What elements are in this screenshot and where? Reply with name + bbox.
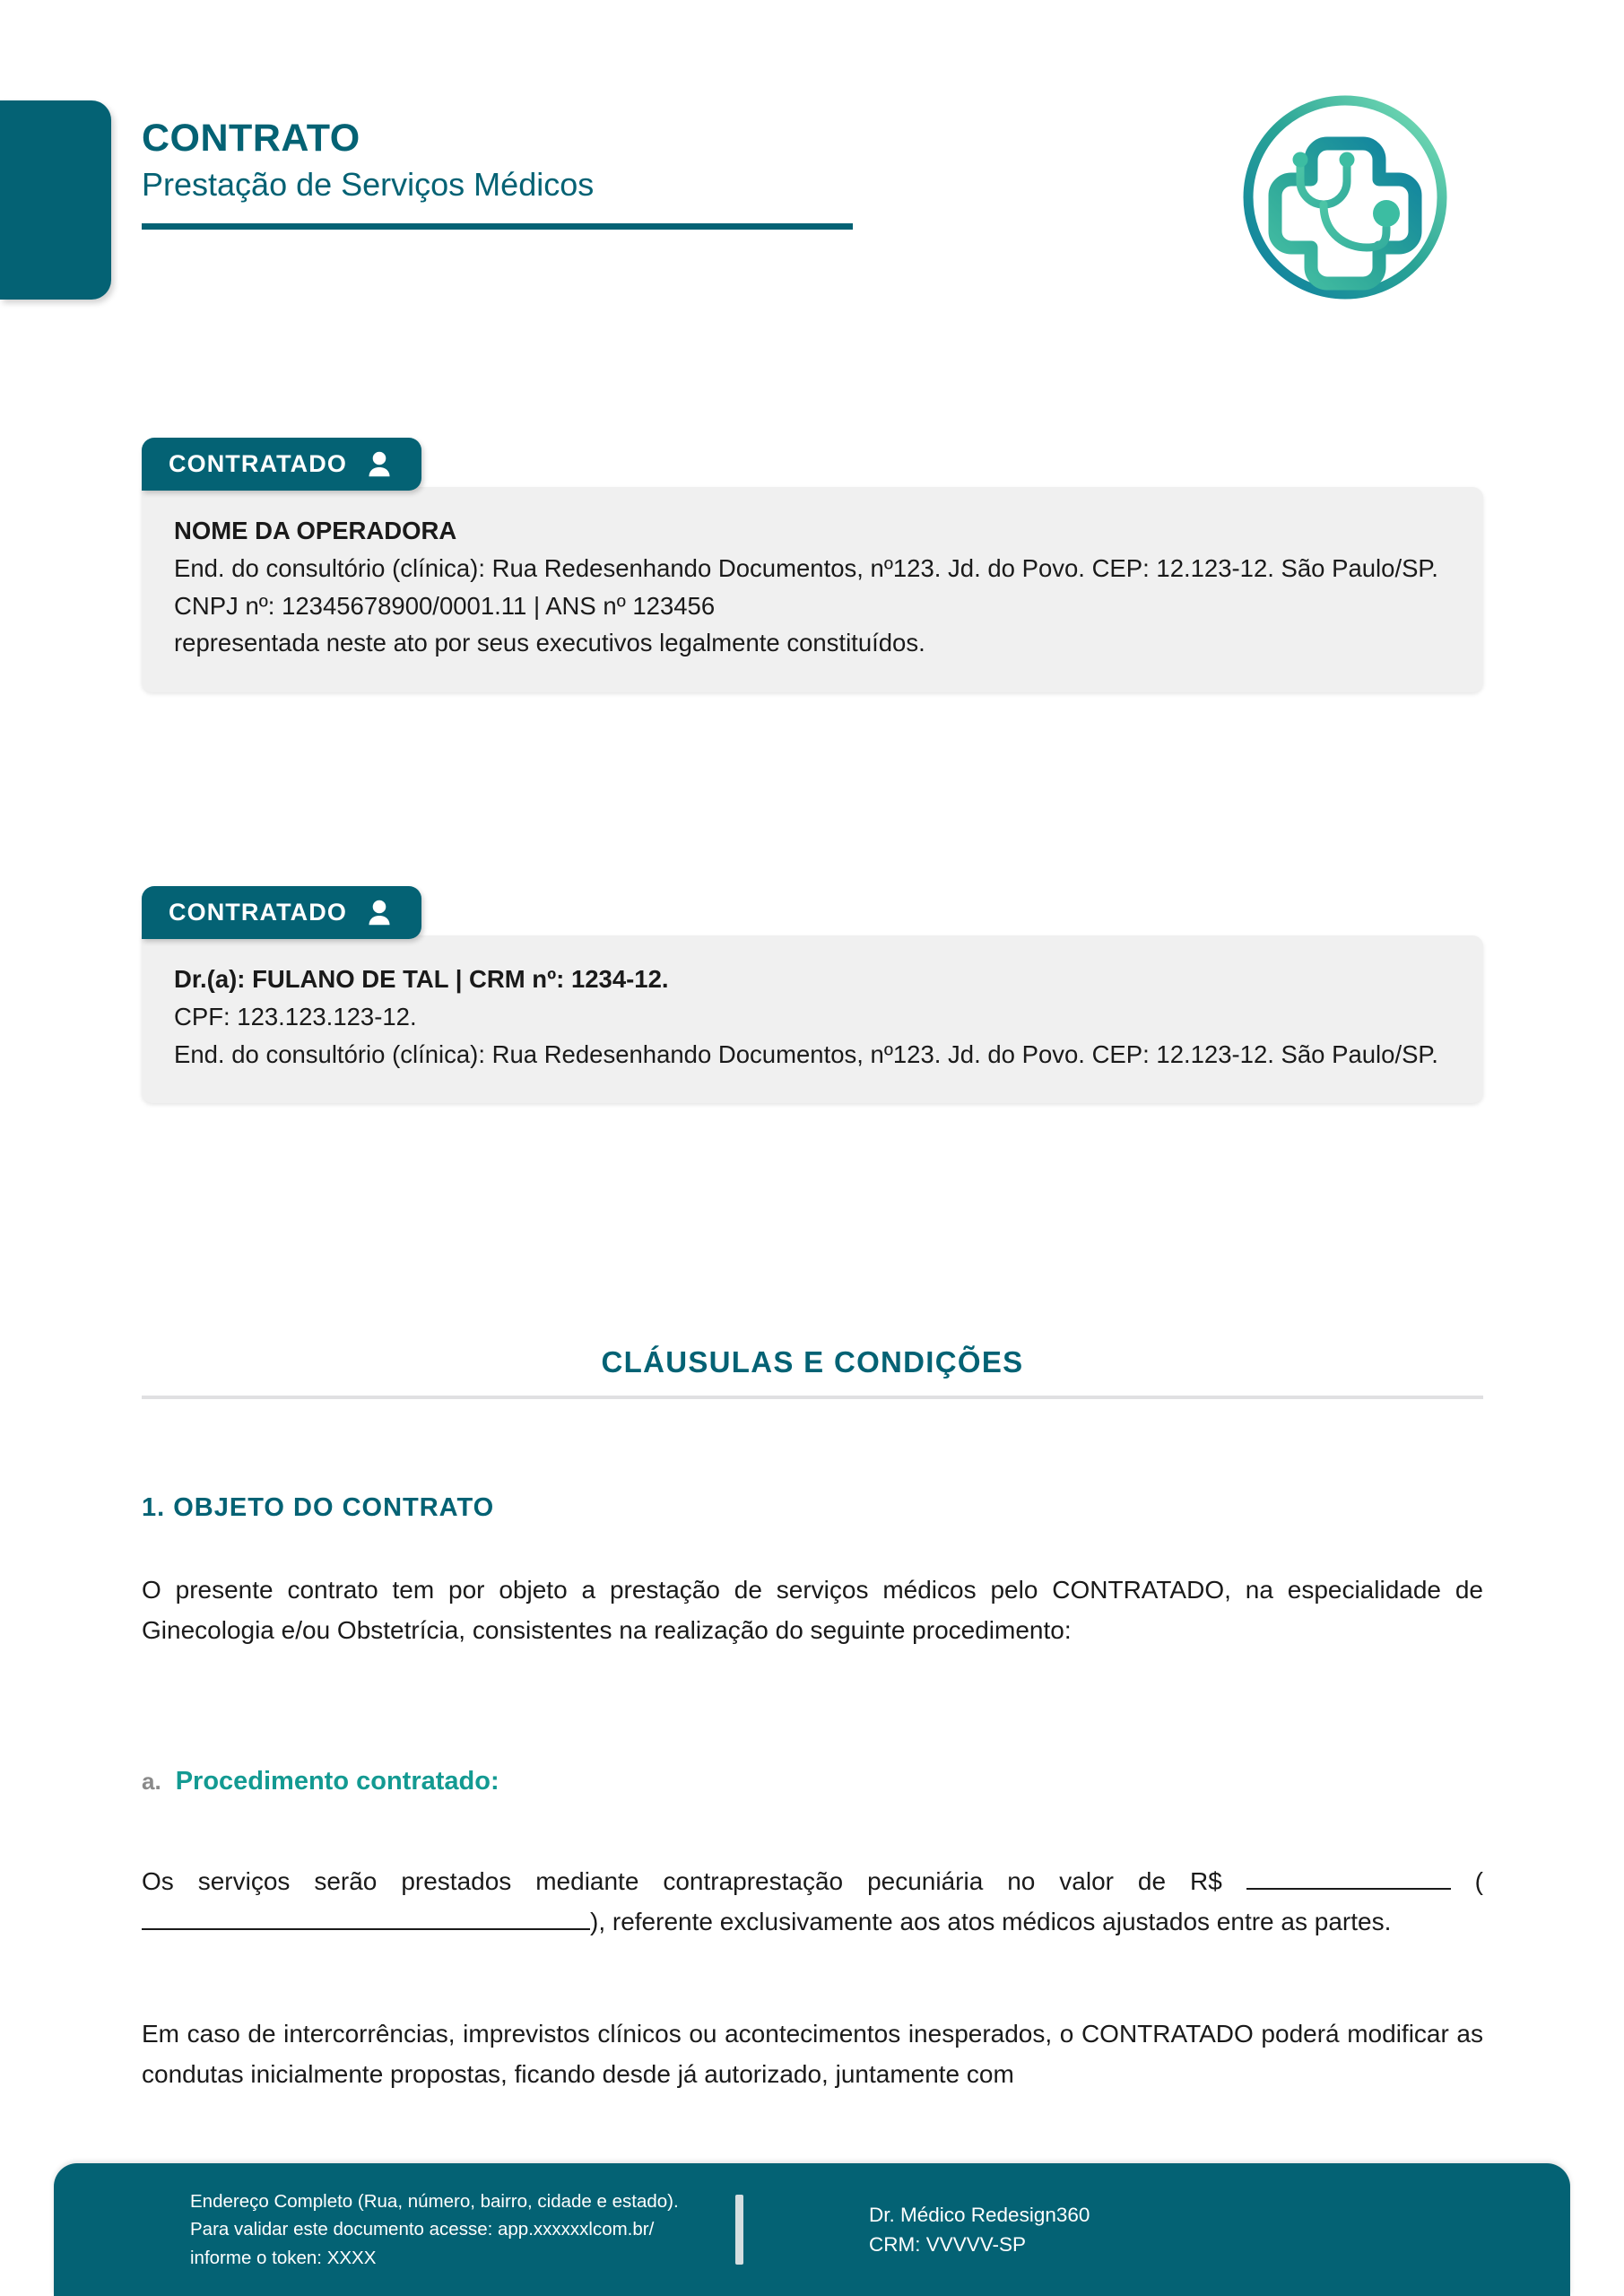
party-line: NOME DA OPERADORA	[174, 517, 457, 544]
party-card-body	[142, 935, 1483, 1103]
subitem-marker: a.	[142, 1768, 161, 1795]
party-line: CPF: 123.123.123-12.	[174, 1002, 417, 1031]
header-accent-bar	[0, 100, 111, 300]
party-card-tab-label: CONTRATADO	[169, 450, 347, 477]
clause-paragraph-2-part3: ), referente exclusivamente aos atos médicos ajustados entre as partes.	[590, 1908, 1392, 1936]
clause-paragraph-2	[142, 1861, 1483, 1943]
party-line: CNPJ nº: 12345678900/0001.11 | ANS nº 123456	[174, 591, 716, 620]
medical-cross-stethoscope-icon	[1234, 86, 1456, 309]
footer-doctor-crm: CRM: VVVVV-SP	[869, 2233, 1027, 2256]
header-text-block	[142, 118, 1038, 204]
person-icon	[367, 900, 392, 926]
party-line: representada neste ato por seus executivos legalmente constituídos.	[174, 629, 925, 657]
clause-paragraph-2-part1: Os serviços serão prestados mediante contraprestação pecuniária no valor de R$	[142, 1867, 1222, 1895]
value-blank-field[interactable]	[1246, 1888, 1451, 1890]
clause-paragraph-2-part2: (	[1474, 1867, 1483, 1895]
party-card-body	[142, 487, 1483, 692]
clause-title: 1. OBJETO DO CONTRATO	[142, 1493, 495, 1522]
footer-doctor-name: Dr. Médico Redesign360	[869, 2203, 1090, 2226]
party-line: End. do consultório (clínica): Rua Redesenhando Documentos, nº123. Jd. do Povo. CEP: 12.123-12. São Paulo/SP.	[174, 1039, 1438, 1068]
page-subtitle: Prestação de Serviços Médicos	[142, 166, 595, 204]
subitem-label: Procedimento contratado:	[175, 1767, 499, 1796]
footer-validation-line: Para validar este documento acesse: app.xxxxxxlcom.br/	[190, 2219, 655, 2240]
party-line: Dr.(a): FULANO DE TAL | CRM nº: 1234-12.	[174, 965, 669, 993]
page-title: CONTRATO	[142, 117, 360, 160]
party-line: End. do consultório (clínica): Rua Redesenhando Documentos, nº123. Jd. do Povo. CEP: 12.123-12. São Paulo/SP.	[174, 553, 1438, 582]
party-card-tab-label: CONTRATADO	[169, 899, 347, 926]
header-underline	[142, 223, 853, 230]
clause-paragraph-1: O presente contrato tem por objeto a prestação de serviços médicos pelo CONTRATADO, na especialidade de Ginecologia e/ou Obstetrícia, consistentes na realização do seguinte procedimento:	[142, 1576, 1483, 1645]
party-card-contratado-1	[142, 438, 1483, 692]
section-heading: CLÁUSULAS E CONDIÇÕES	[601, 1345, 1024, 1378]
section-divider	[142, 1396, 1483, 1399]
clause-paragraph-3: Em caso de intercorrências, imprevistos clínicos ou acontecimentos inesperados, o CONTRATADO poderá modificar as condutas inicialmente propostas, ficando desde já autorizado, juntamente com	[142, 2020, 1483, 2089]
footer-left-block	[54, 2187, 735, 2271]
clause-subitem-a	[142, 1767, 499, 1796]
party-card-tab	[142, 438, 421, 491]
person-icon	[367, 451, 392, 478]
footer-divider	[735, 2195, 743, 2265]
value-written-blank-field[interactable]	[142, 1928, 590, 1930]
footer-right-block	[751, 2200, 1090, 2260]
page-footer	[54, 2163, 1570, 2296]
footer-token-line: informe o token: XXXX	[190, 2247, 377, 2268]
party-card-tab	[142, 886, 421, 939]
party-card-contratado-2	[142, 886, 1483, 1103]
footer-address-line: Endereço Completo (Rua, número, bairro, cidade e estado).	[190, 2191, 679, 2213]
